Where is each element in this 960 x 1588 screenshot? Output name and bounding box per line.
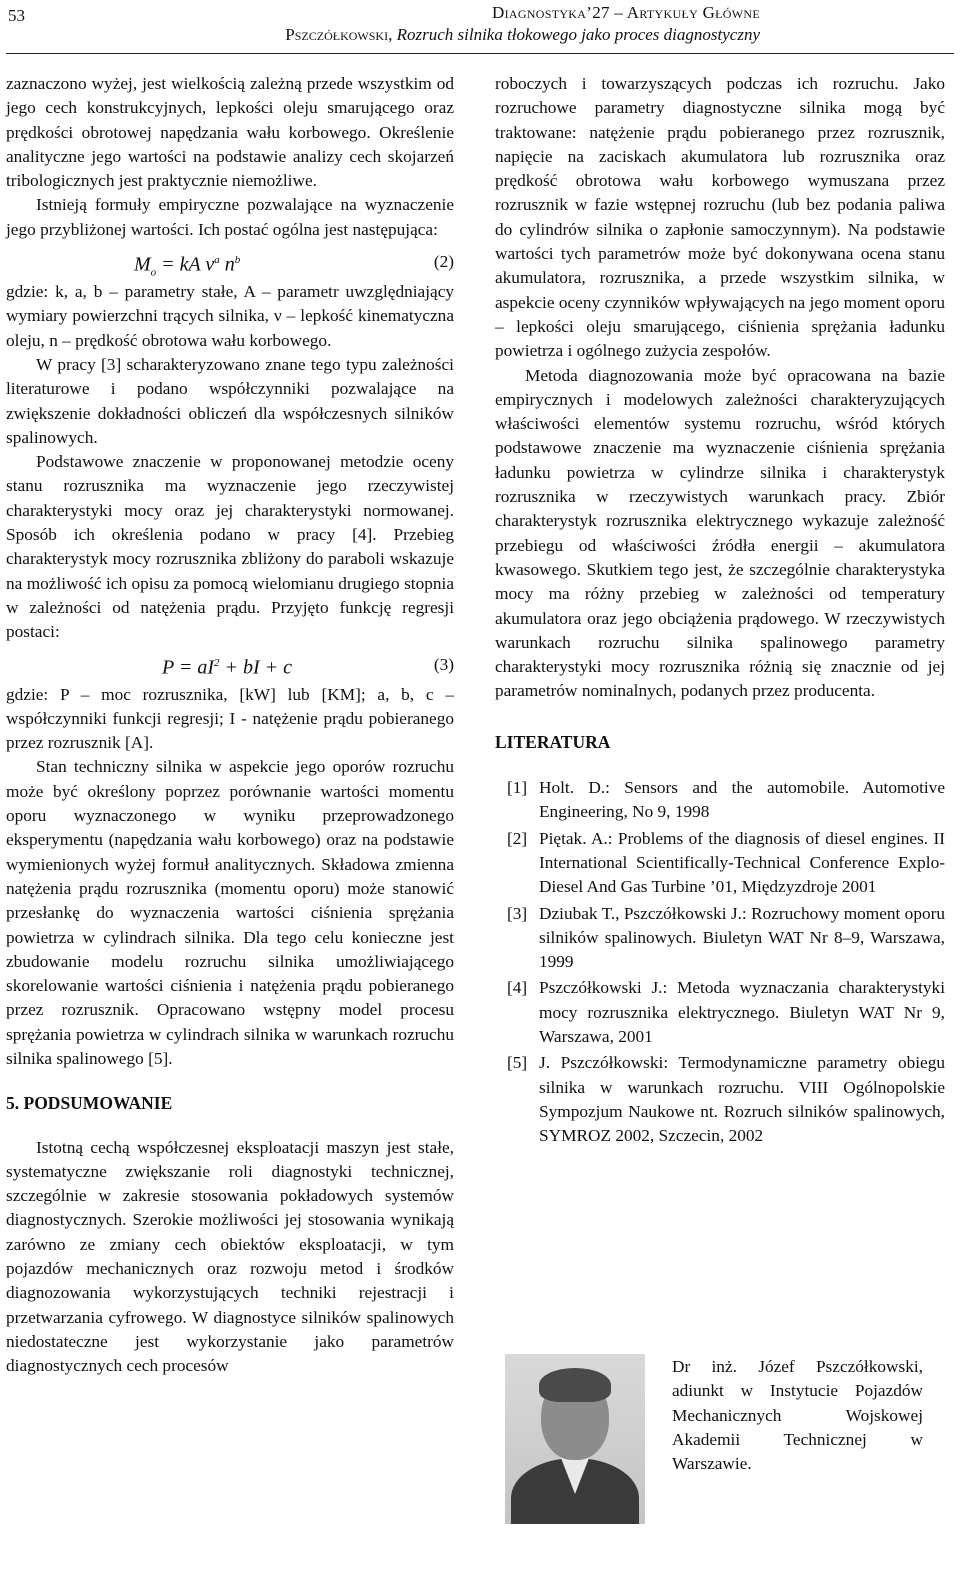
article-reference: [285, 24, 760, 46]
equation-3: [6, 645, 454, 683]
reference-text: J. Pszczółkowski: Termodynamiczne parametry obiegu silnika w warunkach rozruchu. VIII Ogólnopolskie Sympozjum Naukowe nt. Rozruch silników spalinowych, SYMROZ 2002, Szczecin, 2002: [539, 1053, 945, 1146]
equation-3-number: (3): [433, 654, 454, 674]
reference-item: [495, 976, 945, 1049]
page-number: 53: [8, 6, 25, 25]
header-article-title: Rozruch silnika tłokowego jako proces diagnostyczny: [396, 25, 760, 44]
section-heading-summary: 5. PODSUMOWANIE: [6, 1093, 173, 1114]
left-column: [6, 72, 454, 1379]
section-heading-literature: LITERATURA: [495, 731, 611, 752]
reference-item: [495, 1051, 945, 1148]
reference-text: Pszczółkowski J.: Metoda wyznaczania charakterystyki mocy rozrusznika elektrycznego. Biuletyn WAT Nr 9, Warszawa, 2001: [539, 978, 945, 1046]
header-author: Pszczółkowski,: [285, 25, 393, 44]
right-column: [495, 72, 945, 1150]
reference-text: Piętak. A.: Problems of the diagnosis of diesel engines. II International Scientifically-Technical Conference Explo-Diesel And Gas Turbine ’01, Międzyzdroje 2001: [539, 828, 945, 897]
header-rule: [6, 53, 954, 54]
photo-hair: [539, 1368, 611, 1402]
paragraph: Stan techniczny silnika w aspekcie jego oporów rozruchu może być określony poprzez porównanie wartości momentu oporu wyznaczonego w wyniku przeprowadzonego eksperymentu (napędzania wału korbowego) oraz na podstawie wymienionych wyżej formuł analitycznych. Składowa zmienna natężenia prądu rozrusznika (momentu oporu) może stanowić przesłankę do wyznaczenia wartości ciśnienia sprężania powietrza w cylindrach silnika. Dla tego celu konieczne jest zbudowanie modelu rozruchu silnika umożliwiającego skorelowanie wartości ciśnienia i natężenia prądu pobieranego przez rozrusznik. Opracowano wstępny model procesu sprężania powietrza w cylindrach silnika w warunkach rozruchu silnika spalinowego [5].: [6, 757, 454, 1068]
reference-label: [5]: [507, 1053, 528, 1073]
journal-title: Diagnostyka’27 – Artykuły Główne: [492, 3, 760, 22]
reference-label: [1]: [507, 778, 528, 798]
equation-2-expression: $M_o$ = kA $\nu^a$ $n^b$: [134, 253, 241, 279]
reference-item: [495, 776, 945, 825]
reference-item: [495, 902, 945, 975]
paragraph: gdzie: k, a, b – parametry stałe, A – parametr uwzględniający wymiary powierzchni trących silnika, ν – lepkość kinematyczna oleju, n – prędkość obrotowa wału korbowego.: [6, 282, 454, 350]
paragraph: gdzie: P – moc rozrusznika, [kW] lub [KM]; a, b, c – współczynniki funkcji regresji; I - natężenie prądu pobieranego przez rozrusznik [A].: [6, 684, 454, 753]
reference-label: [3]: [507, 903, 528, 923]
paragraph: Istnieją formuły empiryczne pozwalające na wyznaczenie jego przybliżonej wartości. Ich postać ogólna jest następująca:: [6, 195, 454, 239]
reference-label: [4]: [507, 978, 528, 998]
reference-text: Holt. D.: Sensors and the automobile. Automotive Engineering, No 9, 1998: [539, 778, 945, 822]
reference-label: [2]: [507, 828, 528, 848]
paragraph: roboczych i towarzyszących podczas ich rozruchu. Jako rozruchowe parametry diagnostyczne silnika mogą być traktowane: natężenie prądu pobieranego przez rozrusznik, napięcie na zaciskach akumulatora lub rozrusznika oraz prędkość obrotowa wału korbowego wymuszana przez rozrusznik w fazie wstępnej rozruchu (lub bez podania paliwa do cylindrów silnika o zapłonie samoczynnym). Na podstawie wartości tych parametrów może być dokonywana ocena stanu akumulatora, rozrusznika, a przede wszystkim silnika, w aspekcie oceny czynników wpływających na jego moment oporu – lepkości oleju smarującego, ciśnienia sprężania ładunku powietrza i ogólnego zużycia zespołów.: [495, 74, 945, 361]
reference-text: Dziubak T., Pszczółkowski J.: Rozruchowy moment oporu silników spalinowych. Biuletyn WAT Nr 8–9, Warszawa, 1999: [539, 903, 945, 972]
paragraph: Metoda diagnozowania może być opracowana na bazie empirycznych i modelowych zależności charakteryzujących właściwości elementów systemu rozruchu, wśród których podstawowe znaczenie ma wyznaczenie ciśnienia sprężania ładunku powietrza w cylindrze silnika i charakterystyk rozrusznika w rzeczywistych warunkach pracy. Zbiór charakterystyk rozrusznika elektrycznego wykazuje zależność przebiegu od właściwości źródła energii – akumulatora kwasowego. Skutkiem tego jest, że szczególnie charakterystyka mocy ma różny przebieg w zależności od temperatury akumulatora oraz jego obciążenia prądowego. W rzeczywistych warunkach rozruchu silnika spalinowego parametry charakterystyki mocy rozrusznika różnią się znacznie od jej parametrów nominalnych, podanych przez producenta.: [495, 365, 945, 701]
author-photo: [505, 1354, 645, 1524]
reference-list: [495, 776, 945, 1148]
equation-2-number: (2): [433, 252, 454, 272]
equation-3-expression: $P = aI^2$ + bI + c: [162, 656, 293, 679]
running-header: [285, 2, 760, 46]
paragraph: Istotną cechą współczesnej eksploatacji maszyn jest stałe, systematyczne zwiększanie roli diagnostyki technicznej, szczególnie w zakresie stosowania pokładowych systemów diagnostycznych. Szerokie możliwości jej stosowania wynikają zarówno ze zmiany cech obiektów eksploatacji, w tym pojazdów mechanicznych oraz rozwoju metod i środków diagnozowania wykorzystujących techniki rejestracji i przetwarzania cyfrowego. W diagnostyce silników spalinowych niedostateczne jest wykorzystanie jako parametrów diagnostycznych cech procesów: [6, 1137, 454, 1376]
equation-2: [6, 242, 454, 280]
reference-item: [495, 827, 945, 900]
paragraph: Podstawowe znaczenie w proponowanej metodzie oceny stanu rozrusznika ma wyznaczenie jego rzeczywistej charakterystyki mocy oraz jej charakterystyki normowanej. Sposób ich określenia podano w pracy [4]. Przebieg charakterystyk mocy rozrusznika zbliżony do paraboli wskazuje na możliwość ich opisu za pomocą wielomianu drugiego stopnia w zależności od natężenia prądu. Przyjęto funkcję regresji postaci:: [6, 452, 454, 642]
paragraph: zaznaczono wyżej, jest wielkością zależną przede wszystkim od jego cech konstrukcyjnych, lepkości oleju smarującego oraz prędkości obrotowej napędzania wału korbowego. Określenie analityczne jego wartości na podstawie analizy cech skojarzeń tribologicznych jest praktycznie niemożliwe.: [6, 74, 454, 191]
paragraph: W pracy [3] scharakteryzowano znane tego typu zależności literaturowe i podano współczynniki pozwalające na zwiększenie dokładności obliczeń dla współczesnych silników spalinowych.: [6, 354, 454, 447]
author-bio: Dr inż. Józef Pszczółkowski, adiunkt w Instytucie Pojazdów Mechanicznych Wojskowej Akademii Technicznej w Warszawie.: [672, 1357, 923, 1474]
